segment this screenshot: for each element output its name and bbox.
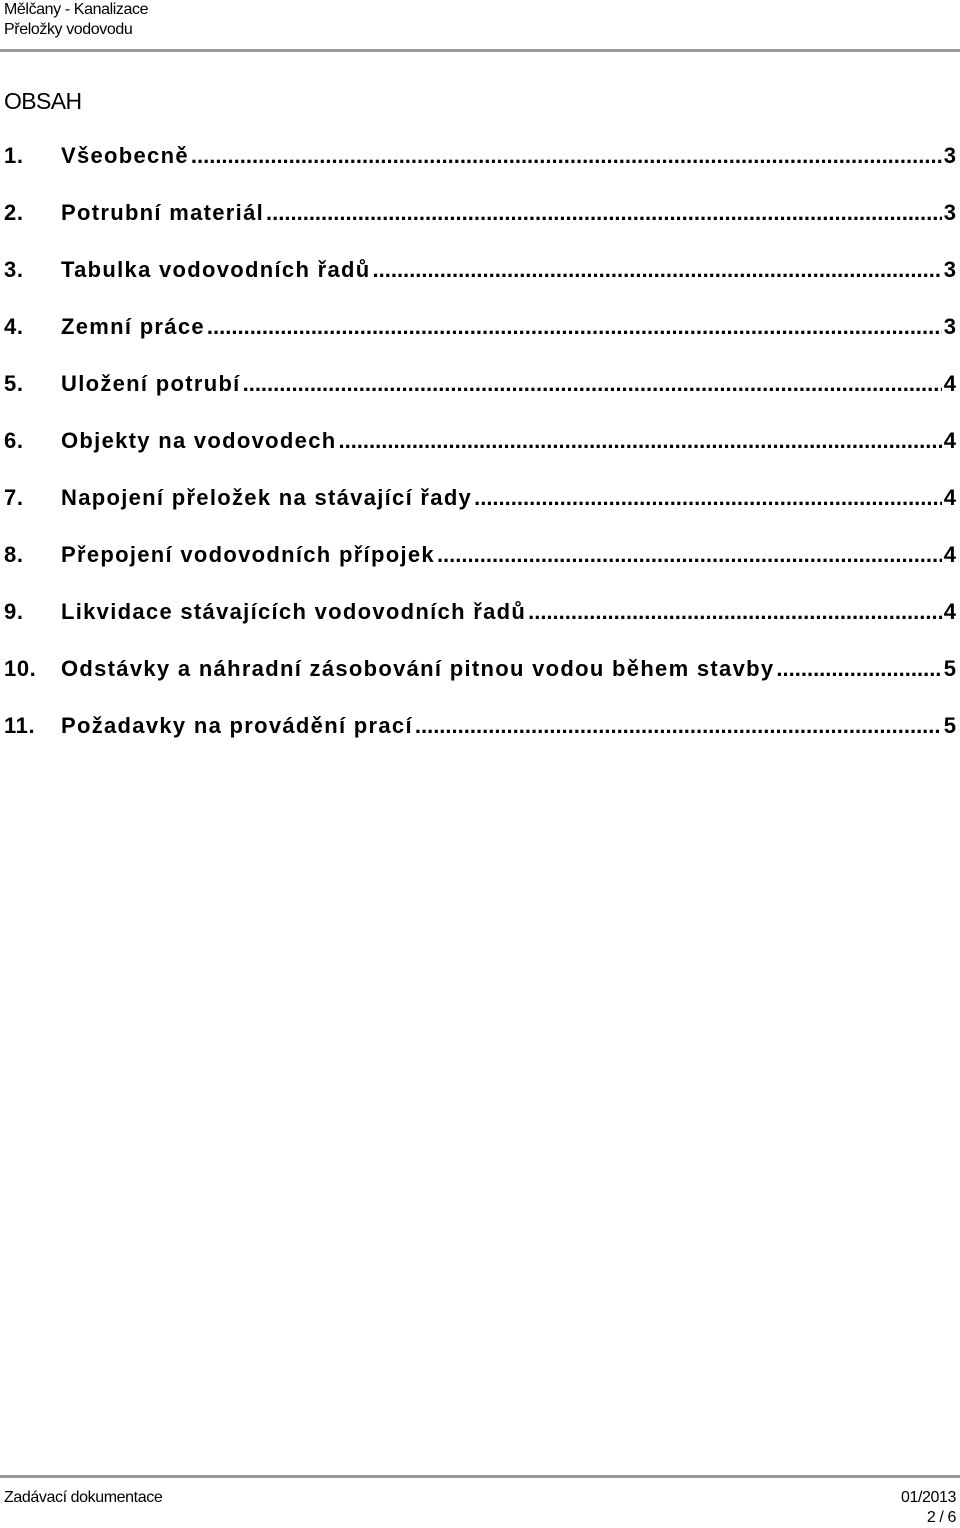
toc-entry-title: Likvidace stávajících vodovodních řadů <box>61 599 527 624</box>
toc-dot-leader <box>207 311 942 343</box>
toc-dot-leader <box>338 425 941 457</box>
toc-entry-5[interactable] <box>4 368 956 400</box>
toc-entry-page: 5 <box>943 656 956 681</box>
toc-dot-leader <box>528 596 942 628</box>
toc-entry-page: 4 <box>943 428 956 453</box>
toc-dot-leader <box>437 539 942 571</box>
toc-dot-leader <box>474 482 942 514</box>
toc-dot-leader <box>191 140 942 172</box>
toc-entry-title: Přepojení vodovodních přípojek <box>61 542 435 567</box>
toc-entry-6[interactable] <box>4 425 956 457</box>
toc-entry-title: Zemní práce <box>61 314 205 339</box>
toc-entry-1[interactable] <box>4 140 956 172</box>
toc-dot-leader <box>776 653 941 685</box>
toc-entry-number: 6. <box>4 428 24 453</box>
toc-entry-9[interactable] <box>4 596 956 628</box>
toc-entry-2[interactable] <box>4 197 956 229</box>
header-project-title: Mělčany - Kanalizace <box>4 1 149 18</box>
toc-entry-number: 5. <box>4 371 24 396</box>
footer-divider <box>0 1475 960 1478</box>
toc-entry-page: 4 <box>943 599 956 624</box>
toc-entry-number: 9. <box>4 599 24 624</box>
toc-entry-title: Odstávky a náhradní zásobování pitnou vodou během stavby <box>61 656 775 681</box>
toc-entry-page: 3 <box>943 200 956 225</box>
toc-entry-11[interactable] <box>4 710 956 742</box>
toc-entry-page: 5 <box>943 713 956 738</box>
toc-entry-title: Objekty na vodovodech <box>61 428 337 453</box>
header-document-subtitle: Přeložky vodovodu <box>4 21 133 38</box>
page-header <box>4 0 956 40</box>
toc-entry-page: 3 <box>943 143 956 168</box>
toc-entry-number: 7. <box>4 485 24 510</box>
toc-entry-title: Potrubní materiál <box>61 200 265 225</box>
toc-entry-number: 1. <box>4 143 24 168</box>
toc-heading: OBSAH <box>4 88 82 114</box>
header-divider <box>0 49 960 52</box>
toc-dot-leader <box>415 710 942 742</box>
toc-entry-number: 10. <box>4 656 37 681</box>
toc-entry-page: 4 <box>943 371 956 396</box>
toc-entry-number: 3. <box>4 257 24 282</box>
toc-entry-10[interactable] <box>4 653 956 685</box>
toc-entry-4[interactable] <box>4 311 956 343</box>
toc-entry-page: 3 <box>943 314 956 339</box>
toc-entry-number: 11. <box>4 713 36 738</box>
toc-entry-page: 4 <box>943 542 956 567</box>
toc-entry-title: Tabulka vodovodních řadů <box>61 257 371 282</box>
toc-dot-leader <box>266 197 942 229</box>
toc-entry-title: Uložení potrubí <box>61 371 241 396</box>
toc-entry-number: 2. <box>4 200 24 225</box>
toc-entry-title: Všeobecně <box>61 143 189 168</box>
toc-entry-7[interactable] <box>4 482 956 514</box>
toc-entry-number: 8. <box>4 542 24 567</box>
toc-entry-page: 3 <box>943 257 956 282</box>
toc-dot-leader <box>373 254 942 286</box>
toc-entry-3[interactable] <box>4 254 956 286</box>
toc-dot-leader <box>243 368 942 400</box>
footer-document-type: Zadávací dokumentace <box>4 1489 163 1506</box>
footer-date: 01/2013 <box>900 1489 956 1506</box>
toc-entry-title: Požadavky na provádění prací <box>61 713 413 738</box>
toc-entry-number: 4. <box>4 314 24 339</box>
toc-entry-title: Napojení přeložek na stávající řady <box>61 485 473 510</box>
toc-entry-8[interactable] <box>4 539 956 571</box>
toc-entry-page: 4 <box>943 485 956 510</box>
footer-page-number: 2 / 6 <box>926 1509 956 1526</box>
footer-right-block <box>901 1488 956 1528</box>
